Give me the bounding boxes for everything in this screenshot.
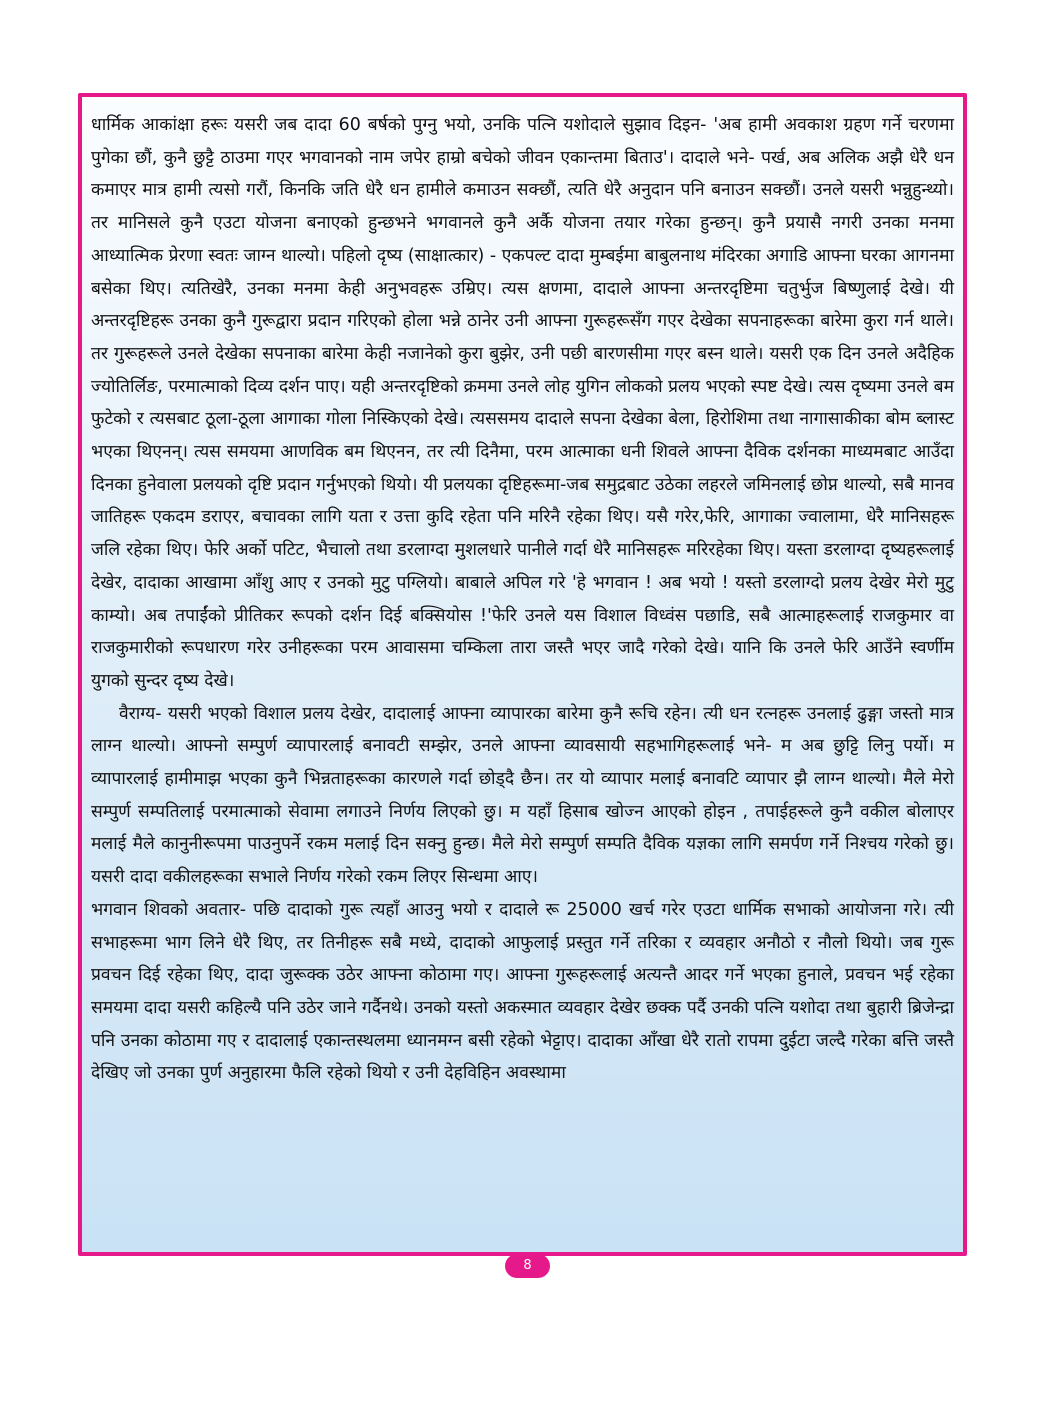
page-frame	[78, 93, 967, 1256]
body-text	[91, 109, 954, 1090]
paragraph-detachment: वैराग्य- यसरी भएको विशाल प्रलय देखेर, दादालाई आफ्ना व्यापारका बारेमा कुनै रूचि रहेन। त्यी धन रत्नहरू उनलाई ढुङ्गा जस्तो मात्र लाग्न थाल्यो। आफ्नो सम्पुर्ण व्यापारलाई बनावटी सम्झेर, उनले आफ्ना व्यावसायी सहभागिहरूलाई भने- म अब छुट्टि लिनु पर्यो। म व्यापारलाई हामीमाझ भएका कुनै भिन्नताहरूका कारणले गर्दा छोड्दै छैन। तर यो व्यापार मलाई बनावटि व्यापार झै लाग्न थाल्यो। मैले मेरो सम्पुर्ण सम्पतिलाई परमात्माको सेवामा लगाउने निर्णय लिएको छु। म यहाँ हिसाब खोज्न आएको होइन , तपाईहरूले कुनै वकील बोलाएर मलाई मैले कानुनीरूपमा पाउनुपर्ने रकम मलाई दिन सक्नु हुन्छ। मैले मेरो सम्पुर्ण सम्पति दैविक यज्ञका लागि समर्पण गर्ने निश्चय गरेको छु। यसरी दादा वकीलहरूका सभाले निर्णय गरेको रकम लिएर सिन्धमा आए।	[91, 703, 954, 888]
paragraph-shiva-incarnation: भगवान शिवको अवतार- पछि दादाको गुरू त्यहाँ आउनु भयो र दादाले रू 25000 खर्च गरेर एउटा धार्मिक सभाको आयोजना गरे। त्यी सभाहरूमा भाग लिने धेरै थिए, तर तिनीहरू सबै मध्ये, दादाको आफुलाई प्रस्तुत गर्ने तरिका र व्यवहार अनौठो र नौलो थियो। जब गुरू प्रवचन दिई रहेका थिए, दादा जुरूक्क उठेर आफ्ना कोठामा गए। आफ्ना गुरूहरूलाई अत्यन्तै आदर गर्ने भएका हुनाले, प्रवचन भई रहेका समयमा दादा यसरी कहिल्यै पनि उठेर जाने गर्दैनथे। उनको यस्तो अकस्मात व्यवहार देखेर छक्क पर्दै उनकी पत्नि यशोदा तथा बुहारी ब्रिजेन्द्रा पनि उनका कोठामा गए र दादालाई एकान्तस्थलमा ध्यानमग्न बसी रहेको भेट्टाए। दादाका आँखा धेरै रातो रापमा दुईटा जल्दै गरेका बत्ति जस्तै देखिए जो उनका पुर्ण अनुहारमा फैलि रहेको थियो र उनी देहविहिन अवस्थामा	[91, 899, 954, 1084]
paragraph-religious-aspirations: धार्मिक आकांक्षा हरूः यसरी जब दादा 60 बर्षको पुग्नु भयो, उनकि पत्नि यशोदाले सुझाव दिइन- 'अब हामी अवकाश ग्रहण गर्ने चरणमा पुगेका छौं, कुनै छुट्टै ठाउमा गएर भगवानको नाम जपेर हाम्रो बचेको जीवन एकान्तमा बिताउ'। दादाले भने- पर्ख, अब अलिक अझै धेरै धन कमाएर मात्र हामी त्यसो गरौं, किनकि जति धेरै धन हामीले कमाउन सक्छौं, त्यति धेरै अनुदान पनि बनाउन सक्छौं। उनले यसरी भन्नुहुन्थ्यो। तर मानिसले कुनै एउटा योजना बनाएको हुन्छभने भगवानले कुनै अर्कै योजना तयार गरेका हुन्छन्। कुनै प्रयासै नगरी उनका मनमा आध्यात्मिक प्रेरणा स्वतः जाग्न थाल्यो। पहिलो दृष्य (साक्षात्कार) - एकपल्ट दादा मुम्बईमा बाबुलनाथ मंदिरका अगाडि आफ्ना घरका आगनमा बसेका थिए। त्यतिखेरै, उनका मनमा केही अनुभवहरू उम्रिए। त्यस क्षणमा, दादाले आफ्ना अन्तरदृष्टिमा चतुर्भुज बिष्णुलाई देखे। यी अन्तरदृष्टिहरू उनका कुनै गुरूद्वारा प्रदान गरिएको होला भन्ने ठानेर उनी आफ्ना गुरूहरूसँग गएर देखेका सपनाहरूका बारेमा कुरा गर्न थाले। तर गुरूहरूले उनले देखेका सपनाका बारेमा केही नजानेको कुरा बुझेर, उनी पछी बारणसीमा गएर बस्न थाले। यसरी एक दिन उनले अदैहिक ज्योतिर्लिङ, परमात्माको दिव्य दर्शन पाए। यही अन्तरदृष्टिको क्रममा उनले लोह युगिन लोकको प्रलय भएको स्पष्ट देखे। त्यस दृष्यमा उनले बम फुटेको र त्यसबाट ठूला-ठूला आगाका गोला निस्किएको देखे। त्यससमय दादाले सपना देखेका बेला, हिरोशिमा तथा नागासाकीका बोम ब्लास्ट भएका थिएनन्। त्यस समयमा आणविक बम थिएनन, तर त्यी दिनैमा, परम आत्माका धनी शिवले आफ्ना दैविक दर्शनका माध्यमबाट आउँदा दिनका हुनेवाला प्रलयको दृष्टि प्रदान गर्नुभएको थियो। यी प्रलयका दृष्टिहरूमा-जब समुद्रबाट उठेका लहरले जमिनलाई छोप्न थाल्यो, सबै मानव जातिहरू एकदम डराएर, बचावका लागि यता र उत्ता कुदि रहेता पनि मरिनै रहेका थिए। यसै गरेर,फेरि, आगाका ज्वालामा, धेरै मानिसहरू जलि रहेका थिए। फेरि अर्को पटिट, भैचालो तथा डरलाग्दा मुशलधारे पानीले गर्दा धेरै मानिसहरू मरिरहेका थिए। यस्ता डरलाग्दा दृष्यहरूलाई देखेर, दादाका आखामा आँशु आए र उनको मुटु पग्लियो। बाबाले अपिल गरे 'हे भगवान ! अब भयो ! यस्तो डरलाग्दो प्रलय देखेर मेरो मुटु काम्यो। अब तपाईंको प्रीतिकर रूपको दर्शन दिई बक्सियोस !'फेरि उनले यस विशाल विध्वंस पछाडि, सबै आत्माहरूलाई राजकुमार वा राजकुमारीको रूपधारण गरेर उनीहरूका परम आवासमा चम्किला तारा जस्तै भएर जादै गरेको देखे। यानि कि उनले फेरि आउँने स्वर्णीम युगको सुन्दर दृष्य देखे।	[91, 115, 954, 691]
page-number-badge	[505, 1254, 550, 1278]
page-number: 8	[523, 1258, 532, 1273]
